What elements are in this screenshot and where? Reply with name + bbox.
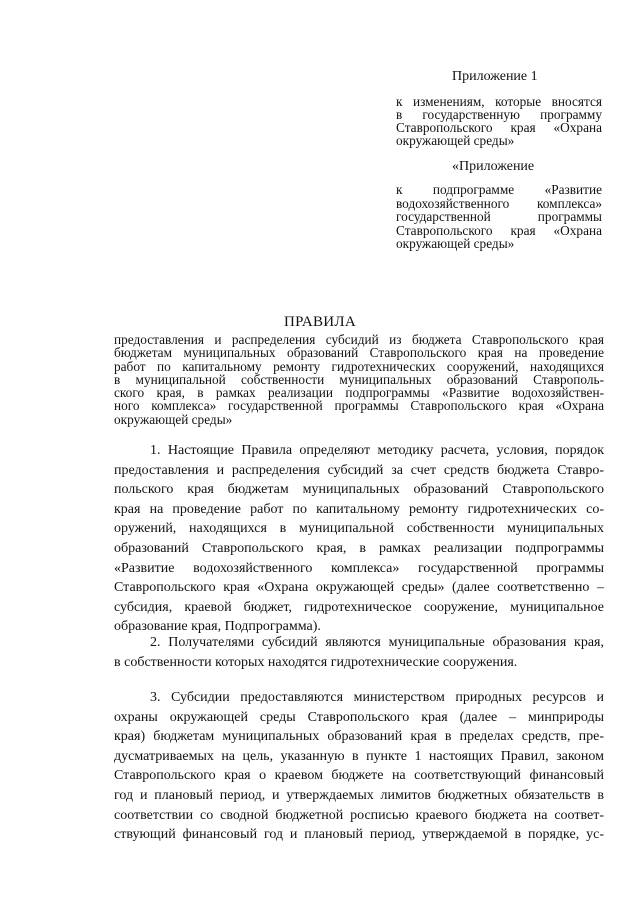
paragraph-line: охраны окружающей среды Ставропольского края (далее – минприроды	[114, 709, 604, 725]
appendix-label: Приложение 1	[452, 69, 538, 84]
appendix2-line: окружающей среды»	[396, 236, 515, 251]
paragraph-2	[114, 633, 604, 672]
appendix2-line: Ставропольского края «Охрана	[396, 222, 602, 238]
appendix2-label: «Приложение	[452, 159, 535, 174]
paragraph-line: оружений, находящихся в муниципальной собственности муниципальных	[114, 521, 604, 537]
paragraph-line	[114, 633, 604, 653]
subtitle-line: в муниципальной собственности муниципальных образований Ставрополь-	[114, 371, 604, 387]
subtitle-line: ского края, в рамках реализации подпрограммы «Развитие водохозяйствен-	[114, 385, 604, 401]
appendix2-line: к подпрограмме «Развитие	[396, 182, 602, 197]
paragraph-line: края) бюджетам муниципальных образований края в пределах средств, пре-	[114, 729, 604, 745]
paragraph-line: Ставропольского края «Охрана окружающей среды» (далее соответственно –	[114, 580, 604, 596]
paragraph-line-text: 2. Получателями субсидий являются муниципальные образования края,	[150, 635, 604, 650]
paragraph-line: в собственности которых находятся гидротехнические сооружения.	[114, 654, 518, 670]
paragraph-line: образование края, Подпрограмма).	[114, 619, 321, 635]
subtitle-line: ного комплекса» государственной программы Ставропольского края «Охрана	[114, 398, 604, 414]
paragraph-line-text: 3. Субсидии предоставляются министерством природных ресурсов и	[150, 690, 604, 705]
subtitle-line: предоставления и распределения субсидий из бюджета Ставропольского края	[114, 332, 604, 347]
appendix2-line: водохозяйственного комплекса»	[396, 195, 602, 211]
document-title: ПРАВИЛА	[283, 314, 357, 330]
paragraph-line: год и плановый период, и утверждаемых лимитов бюджетных обязательств в	[114, 787, 604, 803]
paragraph-line: «Развитие водохозяйственного комплекса» государственной программы	[114, 560, 604, 576]
appendix2-text	[396, 183, 602, 251]
subtitle-line: бюджетам муниципальных образований Ставропольского края на проведение	[114, 345, 604, 361]
paragraph-line: Ставропольского края о краевом бюджете на соответствующий финансовый	[114, 768, 604, 784]
subtitle-line: работ по капитальному ремонту гидротехнических сооружений, находящихся	[114, 358, 604, 374]
paragraph-3	[114, 688, 604, 845]
paragraph-line: дусматриваемых на цель, указанную в пункте 1 настоящих Правил, законом	[114, 748, 604, 764]
appendix2-line: государственной программы	[396, 209, 602, 224]
appendix-text	[396, 95, 602, 147]
document-subtitle	[114, 333, 604, 426]
paragraph-line	[114, 688, 604, 708]
paragraph-line: образований Ставропольского края, в рамках реализации подпрограммы	[114, 540, 604, 556]
paragraph-line: польского края бюджетам муниципальных образований Ставропольского	[114, 482, 604, 498]
paragraph-line: субсидия, краевой бюджет, гидротехническое сооружение, муниципальное	[114, 599, 604, 615]
paragraph-line: соответствии со сводной бюджетной росписью краевого бюджета на соответ-	[114, 807, 604, 823]
paragraph-line	[114, 441, 604, 461]
appendix-line: окружающей среды»	[396, 133, 515, 148]
paragraph-line: ствующий финансовый год и плановый период, утверждаемой в порядке, ус-	[114, 827, 604, 843]
subtitle-line: окружающей среды»	[114, 411, 233, 427]
paragraph-line: предоставления и распределения субсидий за счет средств бюджета Ставро-	[114, 462, 604, 478]
paragraph-1	[114, 441, 604, 637]
appendix-line: к изменениям, которые вносятся	[396, 94, 602, 109]
appendix-line: Ставропольского края «Охрана	[396, 120, 602, 135]
appendix-line: в государственную программу	[396, 107, 602, 122]
paragraph-line: края на проведение работ по капитальному ремонту гидротехнических со-	[114, 501, 604, 517]
paragraph-line-text: 1. Настоящие Правила определяют методику расчета, условия, порядок	[150, 443, 604, 458]
